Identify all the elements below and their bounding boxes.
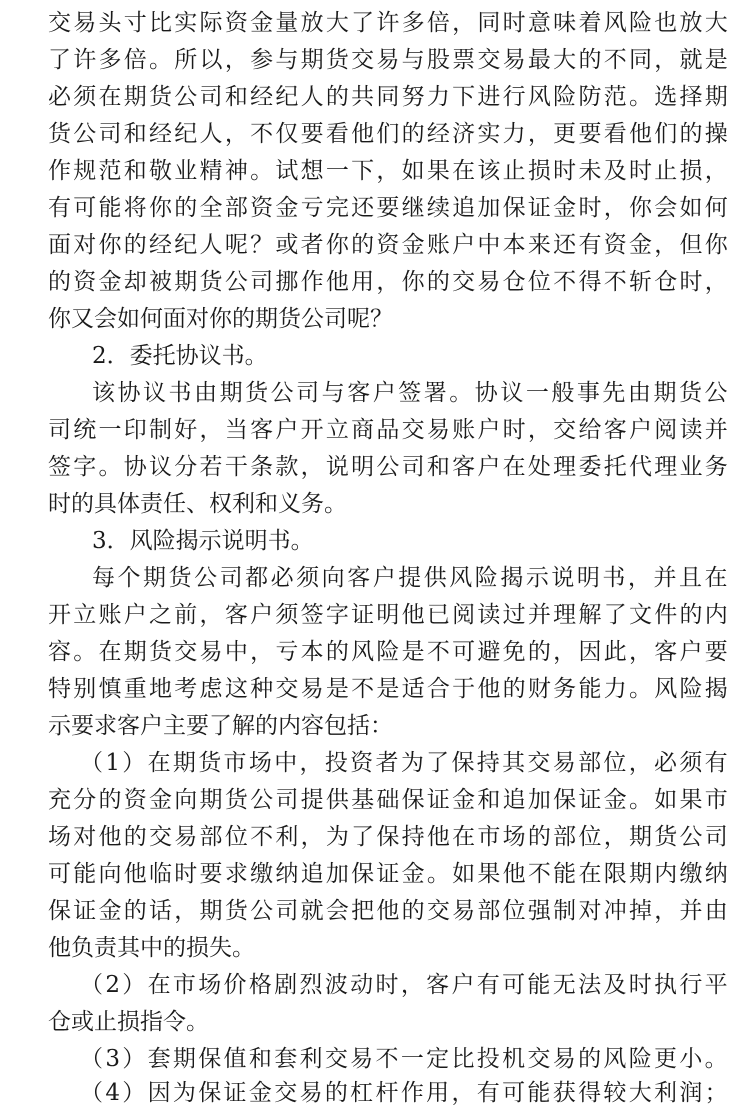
text-line: 你又会如何面对你的期货公司呢？ (48, 306, 393, 332)
text-line: 场对他的交易部位不利，为了保持他在市场的部位，期货公司 (48, 824, 730, 850)
text-line: 司统一印制好，当客户开立商品交易账户时，交给客户阅读并 (48, 417, 730, 443)
text-line: 有可能将你的全部资金亏完还要继续追加保证金时，你会如何 (48, 195, 730, 221)
text-line: 的资金却被期货公司挪作他用，你的交易仓位不得不斩仓时， (48, 269, 730, 295)
list-item: （4）因为保证金交易的杠杆作用，有可能获得较大利润； (80, 1080, 730, 1106)
list-item: （1）在期货市场中，投资者为了保持其交易部位，必须有 (80, 750, 730, 776)
text-line: 交易头寸比实际资金量放大了许多倍，同时意味着风险也放大 (48, 10, 730, 36)
text-line: 特别慎重地考虑这种交易是不是适合于他的财务能力。风险揭 (48, 676, 730, 702)
text-line: 了许多倍。所以，参与期货交易与股票交易最大的不同，就是 (48, 47, 730, 73)
text-line: 容。在期货交易中，亏本的风险是不可避免的，因此，客户要 (48, 639, 730, 665)
text-line: 货公司和经纪人，不仅要看他们的经济实力，更要看他们的操 (48, 121, 730, 147)
text-line: 必须在期货公司和经纪人的共同努力下进行风险防范。选择期 (48, 84, 730, 110)
text-line: 签字。协议分若干条款，说明公司和客户在处理委托代理业务 (48, 454, 730, 480)
text-line: 仓或止损指令。 (48, 1009, 209, 1035)
text-line: 作规范和敬业精神。试想一下，如果在该止损时未及时止损， (48, 158, 730, 184)
list-item: （3）套期保值和套利交易不一定比投机交易的风险更小。 (80, 1046, 730, 1072)
text-line: 该协议书由期货公司与客户签署。协议一般事先由期货公 (92, 380, 730, 406)
text-line: 每个期货公司都必须向客户提供风险揭示说明书，并且在 (92, 565, 730, 591)
text-line: 充分的资金向期货公司提供基础保证金和追加保证金。如果市 (48, 787, 730, 813)
list-item: （2）在市场价格剧烈波动时，客户有可能无法及时执行平 (80, 972, 730, 998)
text-line: 可能向他临时要求缴纳追加保证金。如果他不能在限期内缴纳 (48, 861, 730, 887)
text-line: 示要求客户主要了解的内容包括： (48, 713, 393, 739)
text-line: 保证金的话，期货公司就会把他的交易部位强制对冲掉，并由 (48, 898, 730, 924)
text-line: 时的具体责任、权利和义务。 (48, 491, 347, 517)
text-line: 开立账户之前，客户须签字证明他已阅读过并理解了文件的内 (48, 602, 730, 628)
section-heading: 2．委托协议书。 (92, 343, 268, 369)
section-heading: 3．风险揭示说明书。 (92, 528, 314, 554)
text-line: 他负责其中的损失。 (48, 935, 255, 961)
text-line: 面对你的经纪人呢？或者你的资金账户中本来还有资金，但你 (48, 232, 730, 258)
